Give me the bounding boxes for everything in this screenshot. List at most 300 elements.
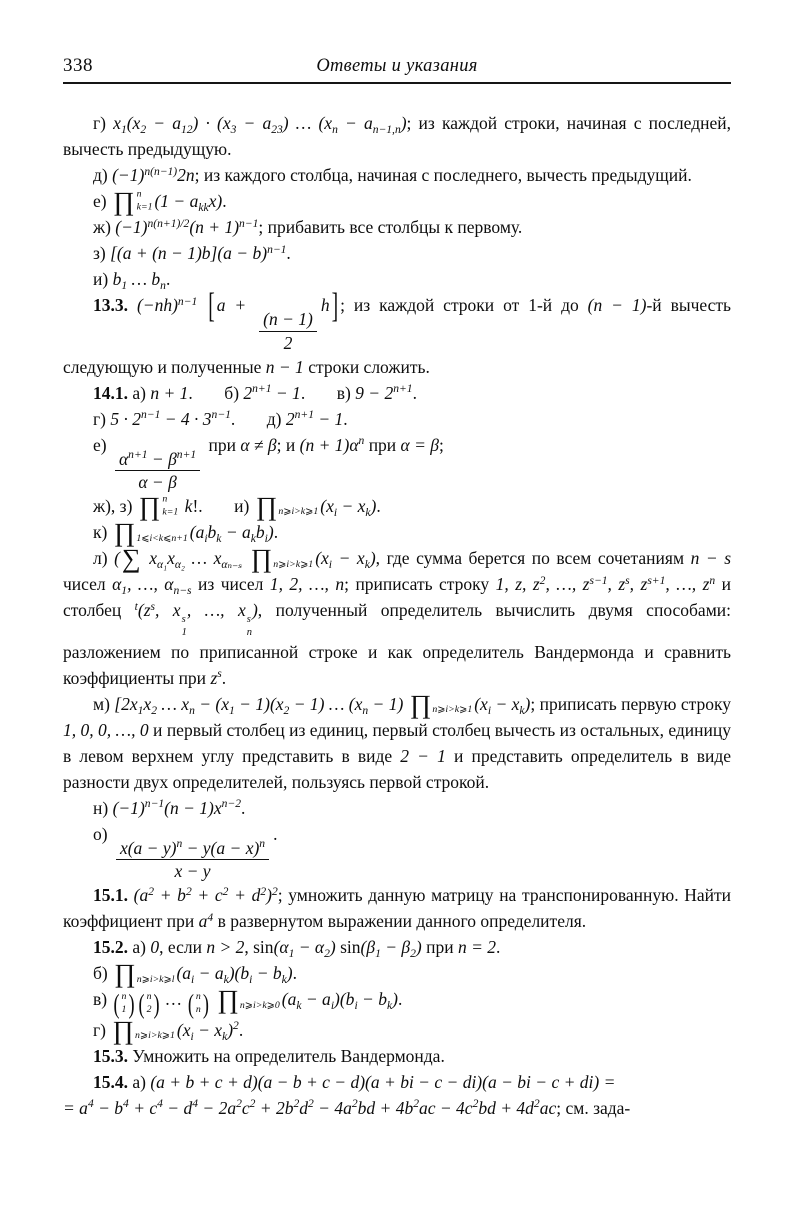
math-run: )(b [334, 989, 355, 1010]
math-run: (β [360, 937, 376, 958]
text-run: г) [93, 113, 114, 133]
product-symbol: ∏ [255, 492, 278, 522]
text-run: д) [93, 165, 113, 185]
math-run: (z [137, 600, 151, 621]
math-run: n = 2 [457, 937, 497, 958]
math-run: ) [392, 989, 398, 1010]
big-operator [112, 187, 153, 217]
math-run: ac [539, 1097, 557, 1118]
superscript: n+1 [294, 409, 314, 422]
text-run: . [496, 937, 501, 958]
superscript: 2 [271, 885, 278, 898]
text-run: л) [93, 548, 115, 569]
text-run: и представить определитель в виде разности двух определителей, пользуясь первой строкой. [63, 745, 732, 792]
text-run: строки сложить. [303, 356, 430, 377]
product-symbol: ∏ [112, 187, 135, 217]
fraction-denominator [134, 471, 180, 493]
math-run: 1, 0, 0, …, 0 [63, 719, 149, 740]
math-run: ) [329, 937, 336, 958]
math-run: − β [147, 448, 177, 469]
superscript: 2 [472, 1098, 479, 1111]
math-run: (x [176, 1019, 191, 1040]
math-run: n − 1 [265, 356, 304, 377]
math-run: (1 − a [154, 191, 199, 211]
math-run: + c [128, 1097, 158, 1118]
text-run: , sin [244, 937, 274, 958]
answer-paragraph [63, 266, 731, 292]
superscript: t [134, 600, 138, 613]
answer-paragraph [63, 240, 731, 266]
math-run: bd + 4b [357, 1097, 414, 1118]
answer-paragraph [63, 518, 731, 548]
math-run: (n + 1) [189, 217, 240, 238]
math-run: ) [251, 600, 258, 621]
math-run: ) [286, 963, 293, 984]
big-operator [121, 544, 141, 574]
superscript: 2 [351, 1098, 358, 1111]
text-run: а) [128, 937, 151, 958]
text-run: . [238, 1019, 244, 1040]
superscript: n(n+1)/2 [147, 218, 190, 231]
math-run: + c [191, 885, 223, 906]
superscript: n−2 [221, 798, 241, 811]
math-run: ) [227, 1019, 234, 1040]
math-run: , z [629, 574, 648, 595]
math-run: a + [216, 295, 256, 316]
math-run: d [299, 1097, 309, 1118]
math-run: n − s [690, 548, 732, 569]
text-run: м) [93, 693, 115, 714]
math-run: [(a + (n − 1)b](a − b) [110, 243, 268, 264]
answer-paragraph [63, 934, 731, 960]
binomial-coefficient: ( n n ) [187, 988, 209, 1019]
math-run: , …, x [186, 600, 246, 621]
superscript: 2 [222, 885, 229, 898]
superscript: n−1 [211, 409, 231, 422]
subscript: k [216, 533, 222, 545]
math-run: h [320, 295, 330, 316]
product-symbol: ∏ [217, 985, 239, 1015]
math-run: 1, z, z [495, 574, 540, 595]
answer-paragraph [63, 492, 731, 522]
math-run: (−nh) [136, 295, 178, 316]
subscript: 1 [288, 947, 295, 960]
text-run: б) [224, 382, 244, 403]
sum-symbol: ∑ [121, 544, 141, 574]
math-run: (x [474, 693, 488, 714]
math-run: 9 − 2 [355, 382, 394, 403]
superscript: 2 [148, 885, 155, 898]
math-run: − a [146, 113, 181, 133]
product-symbol: ∏ [112, 1015, 135, 1045]
text-run: чисел [63, 574, 113, 595]
subscript: 2 [324, 947, 330, 960]
text-run: ; из каждой строки, начиная с последней, вычесть предыдущую. [63, 113, 731, 159]
text-run [211, 989, 215, 1009]
page-body [63, 110, 731, 1121]
math-run: )(b [228, 963, 250, 984]
text-run [242, 548, 249, 568]
subscript: i [204, 533, 208, 545]
subscript: αₙ₋ₛ [221, 559, 243, 571]
superscript: n−1 [141, 409, 161, 422]
operator-limits: n k=1 [162, 493, 179, 518]
math-run: − 1) [368, 693, 408, 714]
math-run: , …, α [127, 574, 174, 595]
superscript: 2 [533, 1098, 540, 1111]
math-run: (−1) [112, 797, 145, 818]
superscript: 4 [123, 1098, 129, 1111]
math-run: + b [154, 885, 186, 906]
math-run: 2n [177, 165, 195, 185]
big-operator: ∏ n⩾i>k⩾l [114, 959, 175, 989]
subscript: n−s [173, 585, 192, 597]
subscript: α₁ [156, 559, 168, 571]
answer-paragraph [63, 1017, 731, 1043]
math-run: x [142, 548, 157, 569]
fraction-numerator [116, 838, 269, 861]
text-run: з) [93, 243, 111, 264]
fraction [115, 449, 200, 493]
text-run: а) [128, 1071, 151, 1092]
text-run: и столбец [63, 574, 732, 621]
math-run: − y(a − x) [182, 837, 260, 858]
section-number: 15.1. [93, 885, 128, 906]
subscript: n−1,n [372, 123, 401, 136]
text-run: ; из каждой строки от 1-й до [340, 295, 588, 316]
subscript: k [386, 999, 393, 1012]
math-run: − x [332, 548, 365, 569]
math-run: − x [491, 693, 520, 714]
big-operator: ∏ n⩾i>k⩾1 [255, 492, 319, 522]
math-run: z [210, 667, 218, 688]
math-run: (n − 1) [587, 295, 647, 316]
text-run: и) [234, 495, 254, 516]
superscript: n−1 [267, 244, 287, 257]
answer-paragraph [63, 1043, 731, 1069]
text-run: в развернутом выражении данного определителя. [213, 911, 587, 932]
subscript: i [487, 704, 492, 717]
math-run: = a [63, 1097, 88, 1118]
math-run: − b [357, 989, 387, 1010]
math-run: − a [337, 113, 373, 133]
subscript: k [223, 973, 229, 986]
text-run: . [188, 382, 193, 403]
section-number: 15.3. [93, 1045, 128, 1066]
subscript: i [191, 973, 195, 986]
text-run: ж) [93, 217, 116, 238]
text-run: к) [93, 522, 112, 543]
superscript: 2 [293, 1098, 300, 1111]
subscript: 1 [229, 704, 235, 717]
superscript: 4 [192, 1098, 199, 1111]
text-run: ; из каждого столбца, начиная с последнего, вычесть предыдущий. [194, 165, 692, 185]
math-run: , x [155, 600, 181, 621]
text-run: д) [266, 408, 286, 429]
math-run: ) [369, 548, 376, 569]
product-symbol: ∏ [113, 518, 136, 548]
math-run: (x [126, 113, 141, 133]
math-run: , …, z [665, 574, 710, 595]
math-run: 5 · 2 [110, 408, 142, 429]
text-run: ; [439, 434, 444, 455]
text-run: б) [93, 963, 113, 984]
superscript: 2 [413, 1098, 419, 1111]
text-run: ж), з) [93, 495, 137, 516]
math-run: − 1)(x [234, 693, 284, 714]
superscript: s+1 [647, 574, 666, 587]
text-run: . [300, 382, 306, 403]
product-symbol: ∏ [138, 492, 161, 522]
math-run: (α [273, 937, 289, 958]
subscript: 12 [180, 123, 193, 136]
math-run: 2 [283, 333, 293, 354]
subscript: n [362, 704, 369, 717]
subscript: 1 [137, 704, 144, 717]
big-operator: ∏ n⩾i>k⩾1 [250, 544, 314, 574]
superscript: s [217, 668, 222, 681]
big-operator: ∏ 1⩽i<k⩽n+1 [113, 518, 188, 548]
math-run: − 1 [271, 382, 301, 403]
subscript: i [249, 973, 253, 986]
math-run: n > 2 [206, 937, 245, 958]
fraction-numerator [115, 449, 200, 472]
math-run: 2 [243, 382, 253, 403]
subscript: i [330, 999, 335, 1012]
superscript: n+1 [128, 449, 148, 462]
superscript: n [176, 838, 183, 851]
math-run: + d [228, 885, 261, 906]
fraction [259, 309, 317, 353]
subscript: i [354, 999, 358, 1012]
superscript: 2 [236, 1098, 242, 1111]
answer-paragraph [63, 110, 731, 162]
product-symbol: ∏ [250, 544, 273, 574]
math-run: α ≠ β [240, 434, 277, 455]
text-run: н) [93, 797, 113, 818]
math-run: a [198, 911, 208, 932]
math-run: α [118, 448, 129, 469]
math-run: (n − 1) [263, 309, 313, 330]
math-run: 2 [285, 408, 295, 429]
text-run: ; см. зада- [556, 1097, 631, 1118]
math-run: (x [315, 548, 329, 569]
subscript: k [250, 533, 256, 545]
math-run: x [143, 693, 152, 714]
superscript: n(n−1) [144, 165, 178, 178]
subscript: i [333, 506, 338, 519]
section-number: 13.3. [93, 295, 128, 316]
stacked-subsup: s n [246, 613, 252, 638]
text-run: , если [159, 937, 207, 958]
subscript: 1 [375, 947, 381, 960]
subscript: 1 [120, 123, 127, 136]
math-run: ) … (x [282, 113, 333, 133]
math-run: x) [208, 191, 223, 211]
math-run: n + 1 [150, 382, 189, 403]
math-run: (x [320, 495, 334, 516]
text-run: . [343, 408, 348, 429]
subscript: i [190, 1030, 194, 1043]
text-run: г) [93, 1019, 111, 1040]
math-run: (a [133, 885, 149, 906]
superscript: 2 [308, 1098, 314, 1111]
math-run: b [207, 522, 217, 543]
text-run: а) [128, 382, 151, 403]
superscript: 4 [157, 1098, 163, 1111]
math-run: (a [176, 963, 192, 984]
text-run: !. [192, 495, 203, 516]
answer-paragraph [63, 380, 731, 406]
big-operator: ∏ n⩾i>k⩾1 [409, 689, 473, 719]
superscript: n [358, 435, 365, 448]
text-run: . [397, 989, 403, 1010]
math-run: [2x [114, 693, 138, 714]
text-run: . [412, 382, 417, 403]
math-run: (a [189, 522, 205, 543]
text-run: . [292, 963, 297, 984]
subscript: α₂ [174, 559, 185, 571]
text-run: ; умножить данную матрицу на транспонированную. Найти коэффициент при [63, 885, 732, 932]
big-operator: ∏ n⩾i>k⩾1 [112, 1015, 175, 1045]
superscript: n [709, 574, 716, 587]
math-run: α = β [400, 434, 440, 455]
math-run: 2 − 1 [400, 745, 446, 766]
superscript: n+1 [252, 383, 272, 396]
subscript: k [281, 973, 287, 986]
math-run: α − β [138, 472, 177, 493]
subscript: i [328, 559, 333, 571]
answer-paragraph [63, 986, 731, 1017]
binomial-coefficient: ( n 1 ) [113, 988, 135, 1019]
math-run: − 4a [313, 1097, 352, 1118]
subscript: 2 [283, 704, 290, 717]
section-number: 15.4. [93, 1071, 128, 1092]
math-run: (−1) [115, 217, 148, 238]
fraction [116, 838, 269, 882]
text-run: при [421, 937, 458, 958]
text-run: при [364, 434, 401, 455]
math-run: − x [337, 495, 366, 516]
page-number: 338 [63, 55, 93, 76]
math-run: c [241, 1097, 250, 1118]
math-run: (n + 1)α [299, 434, 359, 455]
math-run: x [113, 113, 121, 133]
math-run: … x [156, 693, 190, 714]
big-operator: ∏ n⩾i>k⩾0 [217, 985, 280, 1015]
superscript: s [150, 600, 156, 613]
answer-paragraph [63, 288, 732, 379]
math-run: − b [252, 963, 282, 984]
superscript: n+1 [393, 383, 413, 396]
math-run: − (x [194, 693, 230, 714]
big-bracket: ] [331, 288, 339, 327]
superscript: s−1 [589, 574, 608, 587]
superscript: 2 [185, 885, 192, 898]
subscript: k [519, 704, 525, 717]
superscript: 4 [207, 911, 214, 924]
math-run: , z [607, 574, 626, 595]
answer-paragraph [63, 882, 731, 934]
math-run: (n − 1)x [164, 797, 222, 818]
text-run: в) [336, 382, 356, 403]
math-run: − x [193, 1019, 223, 1040]
math-run: … [161, 989, 186, 1010]
text-run: sin [335, 937, 361, 958]
text-run: Умножить на определитель Вандермонда. [128, 1045, 445, 1066]
math-run: 0 [150, 937, 160, 958]
math-run: 1, 2, …, n [269, 574, 345, 595]
superscript: n−1 [239, 218, 259, 231]
subscript: k [296, 999, 302, 1012]
text-run: . [221, 667, 227, 688]
superscript: n [259, 838, 266, 851]
math-run: − β [380, 937, 411, 958]
math-run: (a [281, 989, 297, 1010]
answer-paragraph [63, 187, 731, 217]
math-run: − d [162, 1097, 193, 1118]
subscript: 2 [151, 704, 157, 717]
math-run: − a [221, 522, 251, 543]
subscript: 1 [121, 280, 128, 293]
subscript: k [365, 506, 371, 519]
answer-paragraph [63, 821, 731, 882]
running-header [63, 50, 731, 82]
text-run: в) [93, 989, 112, 1010]
answer-paragraph [63, 432, 731, 493]
superscript: 2 [539, 574, 546, 587]
subscript: 2 [410, 947, 416, 960]
text-run: . [230, 408, 236, 429]
header-rule [63, 82, 731, 84]
text-run: . [376, 495, 381, 516]
math-run: (−1) [112, 165, 145, 185]
operator-limits: n k=1 [136, 188, 153, 213]
subscript: k [222, 1030, 228, 1043]
math-run: − a [194, 963, 224, 984]
math-run: − 1) … (x [289, 693, 363, 714]
math-run: … x [184, 548, 222, 569]
text-run: ; прибавить все столбцы к первому. [258, 217, 523, 238]
math-run: bd + 4d [478, 1097, 534, 1118]
subscript: n [189, 704, 195, 717]
text-run: ; приписать первую строку [530, 693, 732, 714]
text-run: . [240, 797, 246, 818]
math-run: b [112, 269, 122, 290]
subscript: 23 [271, 123, 283, 136]
math-run: − 1 [313, 408, 344, 429]
product-symbol: ∏ [409, 689, 432, 719]
math-run: ( [114, 548, 120, 569]
section-number: 14.1. [93, 382, 128, 403]
subscript: 3 [230, 123, 237, 136]
math-run: … b [127, 269, 161, 290]
math-run: − 2a [198, 1097, 237, 1118]
math-run: − b [93, 1097, 124, 1118]
running-title: Ответы и указания [316, 56, 478, 76]
text-run: . [222, 191, 227, 211]
binomial-coefficient: ( n 2 ) [138, 988, 160, 1019]
fraction-denominator [280, 332, 297, 354]
math-run: α [112, 574, 122, 595]
answer-paragraph [63, 545, 731, 691]
superscript: n+1 [176, 449, 197, 462]
math-run: x − y [174, 861, 211, 882]
math-run: + 2b [255, 1097, 294, 1118]
math-run: ) [370, 495, 377, 516]
math-run: k [180, 495, 193, 516]
math-run: ) · (x [192, 113, 231, 133]
